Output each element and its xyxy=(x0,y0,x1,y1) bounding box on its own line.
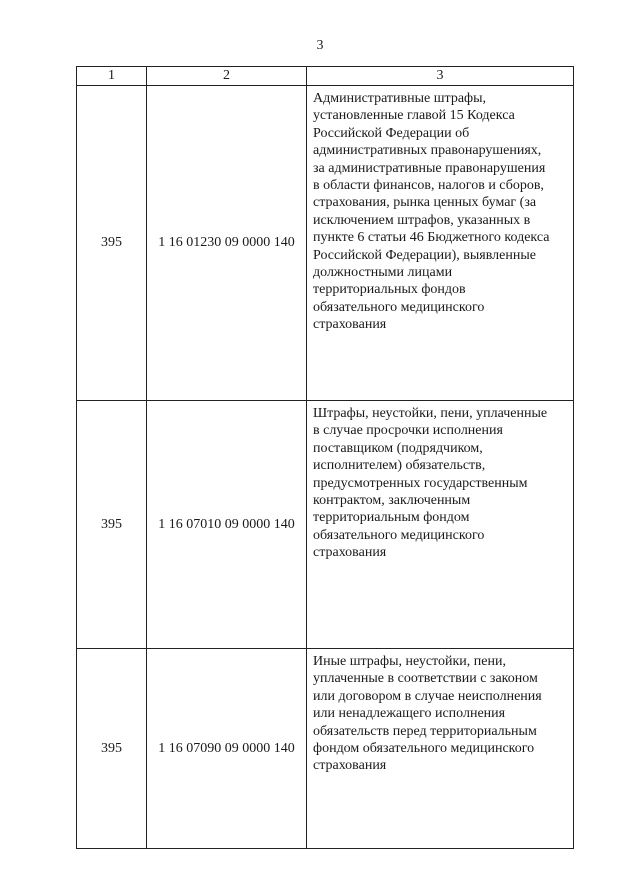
description-line: Иные штрафы, неустойки, пени, xyxy=(313,654,506,669)
description-line: поставщиком (подрядчиком, xyxy=(313,440,483,456)
column-header-1: 1 xyxy=(77,67,147,86)
description-cell xyxy=(307,86,574,401)
description-line: административных правонарушениях, xyxy=(313,143,542,159)
kbk-code-cell: 1 16 07010 09 0000 140 xyxy=(147,401,307,649)
document-table xyxy=(76,66,574,849)
description-cell xyxy=(307,649,574,849)
column-header-2: 2 xyxy=(147,67,307,86)
page-number: 3 xyxy=(316,38,324,53)
description-line: или ненадлежащего исполнения xyxy=(313,706,506,722)
description-line: контрактом, заключенным xyxy=(313,493,471,509)
table-row xyxy=(77,649,574,849)
description-line: должностными лицами xyxy=(313,265,453,281)
description-line: страхования xyxy=(313,545,387,561)
table-row xyxy=(77,401,574,649)
description-line: Российской Федерации), выявленные xyxy=(313,247,536,263)
description-line: страхования, рынка ценных бумаг (за xyxy=(313,195,537,211)
column-header-3: 3 xyxy=(307,67,574,86)
description-line: предусмотренных государственным xyxy=(313,475,528,491)
kbk-code-cell: 1 16 07090 09 0000 140 xyxy=(147,649,307,849)
table-row xyxy=(77,86,574,401)
description-line: фондом обязательного медицинского xyxy=(313,741,535,757)
description-line: установленные главой 15 Кодекса xyxy=(313,108,515,124)
description-line: обязательств перед территориальным xyxy=(313,723,537,739)
description-line: Штрафы, неустойки, пени, уплаченные xyxy=(313,406,548,421)
description-line: Административные штрафы, xyxy=(313,91,487,106)
description-line: уплаченные в соответствии с законом xyxy=(313,671,538,687)
description-line: исключением штрафов, указанных в xyxy=(313,212,531,228)
admin-code-cell: 395 xyxy=(77,86,147,401)
description-line: Российской Федерации об xyxy=(313,125,470,141)
table-header-row xyxy=(77,67,574,86)
description-line: обязательного медицинского xyxy=(313,299,485,315)
description-line: или договором в случае неисполнения xyxy=(313,688,542,704)
admin-code-cell: 395 xyxy=(77,401,147,649)
description-line: обязательного медицинского xyxy=(313,527,485,543)
description-line: пункте 6 статьи 46 Бюджетного кодекса xyxy=(313,230,550,246)
description-line: страхования xyxy=(313,317,387,333)
description-line: территориальным фондом xyxy=(313,510,470,526)
admin-code-cell: 395 xyxy=(77,649,147,849)
description-line: в случае просрочки исполнения xyxy=(313,423,503,439)
description-line: в области финансов, налогов и сборов, xyxy=(313,178,544,194)
description-cell xyxy=(307,401,574,649)
description-line: за административные правонарушения xyxy=(313,160,546,176)
description-line: территориальных фондов xyxy=(313,282,466,298)
kbk-code-cell: 1 16 01230 09 0000 140 xyxy=(147,86,307,401)
description-line: страхования xyxy=(313,758,387,774)
description-line: исполнителем) обязательств, xyxy=(313,458,486,474)
